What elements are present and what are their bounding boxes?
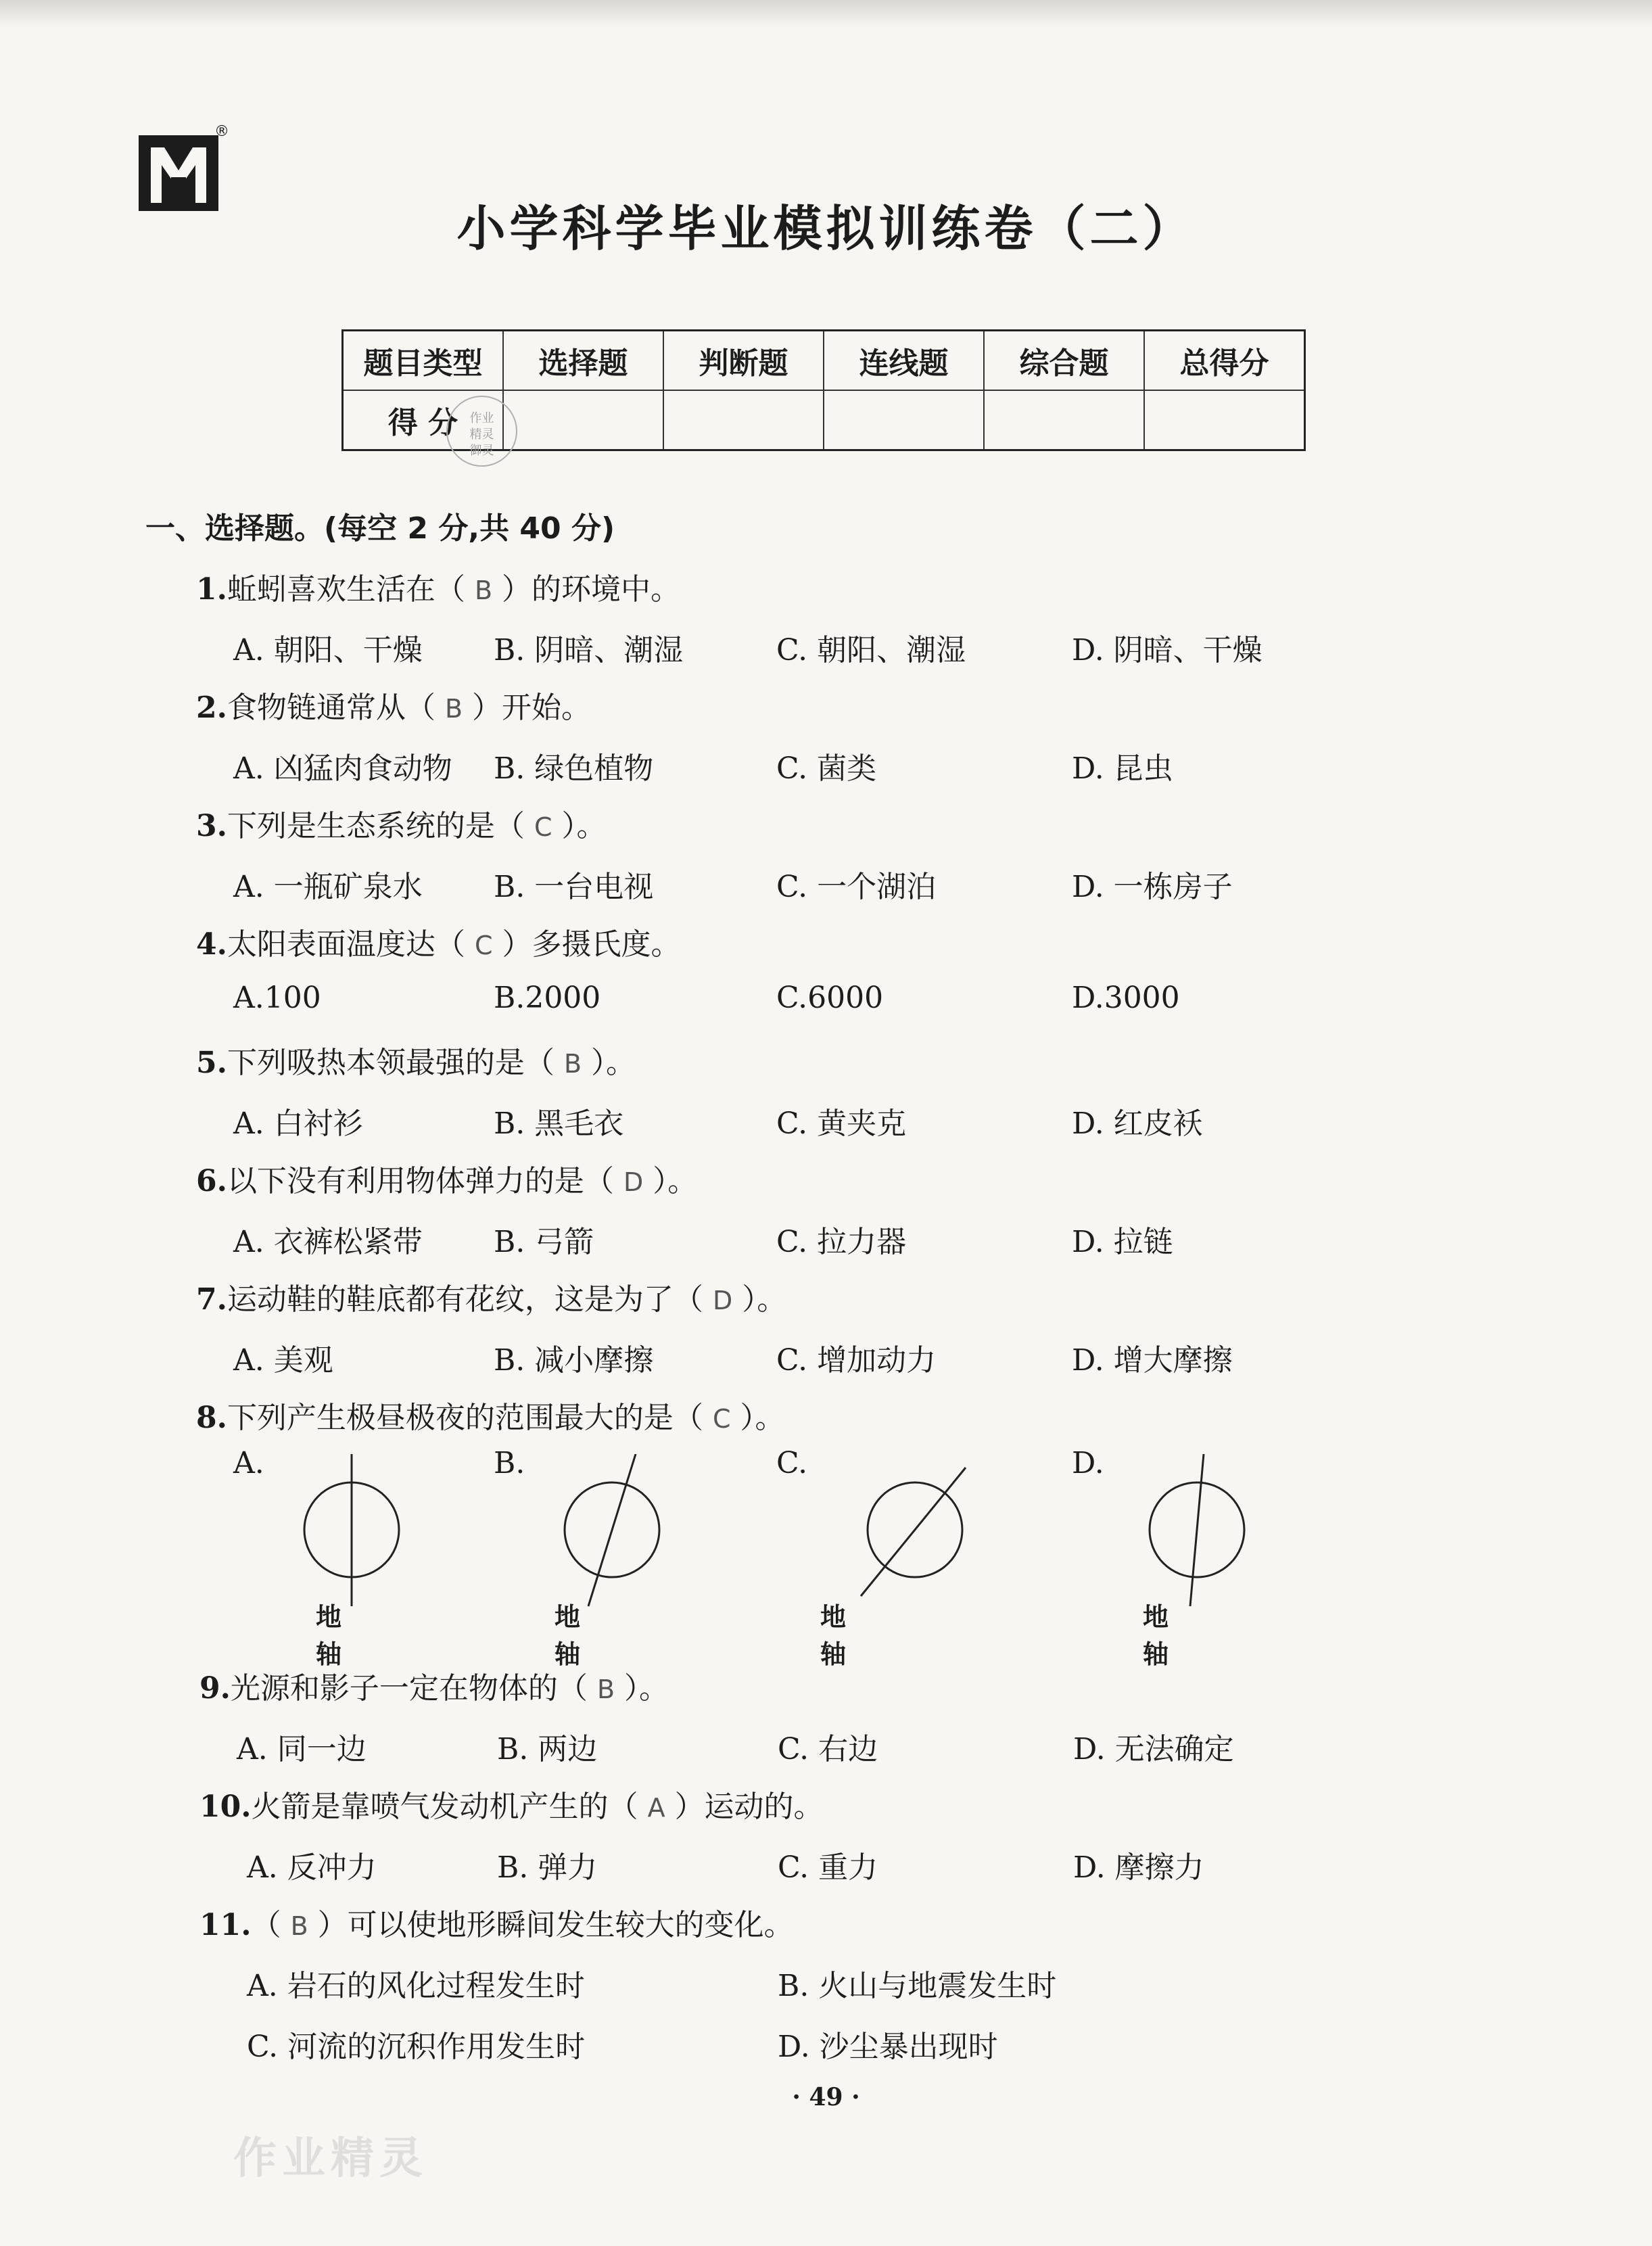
axis-caption: 地轴 [554,1602,581,1669]
stamp-line: 精灵 [469,427,494,442]
earth-axis-diagram [851,1454,979,1610]
question-text: 太阳表面温度达（ [227,927,465,962]
option-d: D. 增大摩擦 [1072,1343,1233,1378]
question-text: ）可以使地形瞬间发生较大的变化。 [317,1908,794,1942]
page-number: · 49 · [792,2083,860,2111]
figure-label: A. [233,1446,264,1480]
question-9 [199,1664,669,1707]
question-number: 2. [196,691,227,725]
question-number: 9. [199,1671,231,1706]
option-d: D. 沙尘暴出现时 [778,2030,998,2064]
option-b: B. 阴暗、潮湿 [494,633,684,668]
score-cell[interactable] [503,390,663,450]
question-text: ）。 [742,1282,787,1317]
score-cell[interactable] [1144,390,1305,450]
question-text: ）的环境中。 [502,572,681,607]
question-number: 4. [196,927,227,962]
page-title: 小学科学毕业模拟训练卷（二） [456,200,1196,257]
question-number: 11. [199,1908,252,1942]
watermark-stamp [446,396,517,467]
watermark-text: 作业精灵 [233,2134,428,2184]
option-b: B. 黑毛衣 [494,1106,624,1141]
option-d: D. 阴暗、干燥 [1072,633,1262,668]
header-cell: 连线题 [824,331,984,391]
score-cell[interactable] [824,390,984,450]
option-b: B. 两边 [497,1732,598,1767]
answer-mark: C [534,812,552,842]
answer-mark: A [647,1793,665,1823]
option-c: C. 重力 [778,1850,878,1885]
option-d: D. 摩擦力 [1073,1850,1204,1885]
question-text: 蚯蚓喜欢生活在（ [227,572,465,607]
header-cell: 选择题 [503,331,663,391]
question-text: ）。 [624,1671,669,1706]
option-d: D. 拉链 [1072,1225,1173,1259]
option-d: D. 一栋房子 [1072,870,1233,904]
answer-mark: B [290,1911,308,1941]
option-d: D. 无法确定 [1073,1732,1234,1767]
option-c: C. 黄夹克 [776,1106,907,1141]
earth-axis-diagram [548,1454,676,1610]
score-cell[interactable] [663,390,824,450]
axis-caption: 地轴 [1143,1602,1169,1669]
option-d: D. 昆虫 [1072,751,1173,786]
option-a: A. 衣裤松紧带 [233,1225,423,1259]
question-text: （ [251,1908,281,1942]
answer-mark: C [474,931,493,960]
question-text: 光源和影子一定在物体的（ [230,1671,588,1706]
figure-label: B. [494,1446,525,1480]
question-1 [196,565,680,608]
option-b: B. 一台电视 [494,870,654,904]
earth-axis-diagram [1133,1454,1261,1610]
question-number: 6. [196,1164,227,1198]
option-b: B. 火山与地震发生时 [778,1969,1057,2003]
question-3 [196,801,606,845]
question-text: ）开始。 [472,691,592,725]
answer-mark: B [563,1049,582,1079]
option-a: A. 凶猛肉食动物 [233,751,452,786]
figure-label: D. [1072,1446,1104,1480]
question-text: 下列产生极昼极夜的范围最大的是（ [227,1401,703,1435]
question-text: ）。 [740,1401,785,1435]
option-a: A. 反冲力 [247,1850,377,1885]
option-d: D.3000 [1072,981,1180,1015]
option-a: A. 白衬衫 [233,1106,363,1141]
option-b: B. 绿色植物 [494,751,654,786]
axis-caption: 地轴 [820,1602,847,1669]
question-text: 下列是生态系统的是（ [227,809,525,843]
question-7 [196,1275,786,1318]
header-cell: 题目类型 [343,331,504,391]
axis-caption: 地轴 [316,1602,342,1669]
score-header-row [343,331,1305,391]
question-number: 7. [196,1282,227,1317]
answer-mark: D [623,1167,644,1197]
question-4 [196,920,680,963]
scan-shadow [0,0,1652,27]
option-a: A. 朝阳、干燥 [233,633,423,668]
question-text: ）。 [653,1164,698,1198]
question-text: 以下没有利用物体弹力的是（ [227,1164,614,1198]
figure-label: C. [776,1446,808,1480]
option-b: B. 减小摩擦 [494,1343,654,1378]
option-d: D. 红皮袄 [1072,1106,1203,1141]
answer-mark: B [444,694,463,724]
option-c: C. 拉力器 [776,1225,907,1259]
question-10 [199,1782,824,1825]
question-number: 8. [196,1401,227,1435]
question-number: 3. [196,809,227,843]
question-11 [199,1900,794,1944]
question-text: ）。 [561,809,607,843]
row-label-cell: 得 分 [343,390,504,450]
option-c: C. 河流的沉积作用发生时 [247,2030,586,2064]
question-number: 1. [196,572,227,607]
stamp-line: 作业 [469,411,494,425]
option-b: B. 弹力 [497,1850,598,1885]
option-c: C. 右边 [778,1732,878,1767]
option-c: C. 增加动力 [776,1343,937,1378]
answer-mark: B [596,1675,615,1704]
option-c: C. 一个湖泊 [776,870,937,904]
question-text: 运动鞋的鞋底都有花纹，这是为了（ [227,1282,703,1317]
question-text: 下列吸热本领最强的是（ [227,1046,554,1080]
answer-mark: D [712,1286,733,1315]
option-a: A. 一瓶矿泉水 [233,870,423,904]
header-cell: 综合题 [984,331,1144,391]
question-5 [196,1038,636,1081]
question-8 [196,1393,784,1436]
question-text: ）运动的。 [674,1789,824,1824]
answer-mark: C [712,1404,731,1434]
question-number: 10. [199,1789,252,1824]
answer-mark: B [474,576,493,605]
stamp-line: 御灵 [469,444,494,458]
score-cell[interactable] [984,390,1144,450]
section-title: 一、选择题。(每空 2 分,共 40 分) [145,511,615,546]
option-a: A. 岩石的风化过程发生时 [247,1969,585,2003]
option-a: A.100 [233,981,321,1015]
option-c: C.6000 [776,981,884,1015]
question-6 [196,1156,697,1200]
earth-axis-diagram [287,1454,416,1610]
header-cell: 总得分 [1144,331,1305,391]
option-c: C. 菌类 [776,751,877,786]
question-2 [196,683,591,726]
option-b: B. 弓箭 [494,1225,594,1259]
question-text: 火箭是靠喷气发动机产生的（ [251,1789,638,1824]
option-b: B.2000 [494,981,601,1015]
registered-mark: ® [214,123,229,140]
question-text: 食物链通常从（ [227,691,435,725]
option-a: A. 同一边 [237,1732,367,1767]
question-text: ）。 [591,1046,636,1080]
question-text: ）多摄氏度。 [502,927,681,962]
header-cell: 判断题 [663,331,824,391]
option-a: A. 美观 [233,1343,333,1378]
option-c: C. 朝阳、潮湿 [776,633,966,668]
question-number: 5. [196,1046,227,1080]
